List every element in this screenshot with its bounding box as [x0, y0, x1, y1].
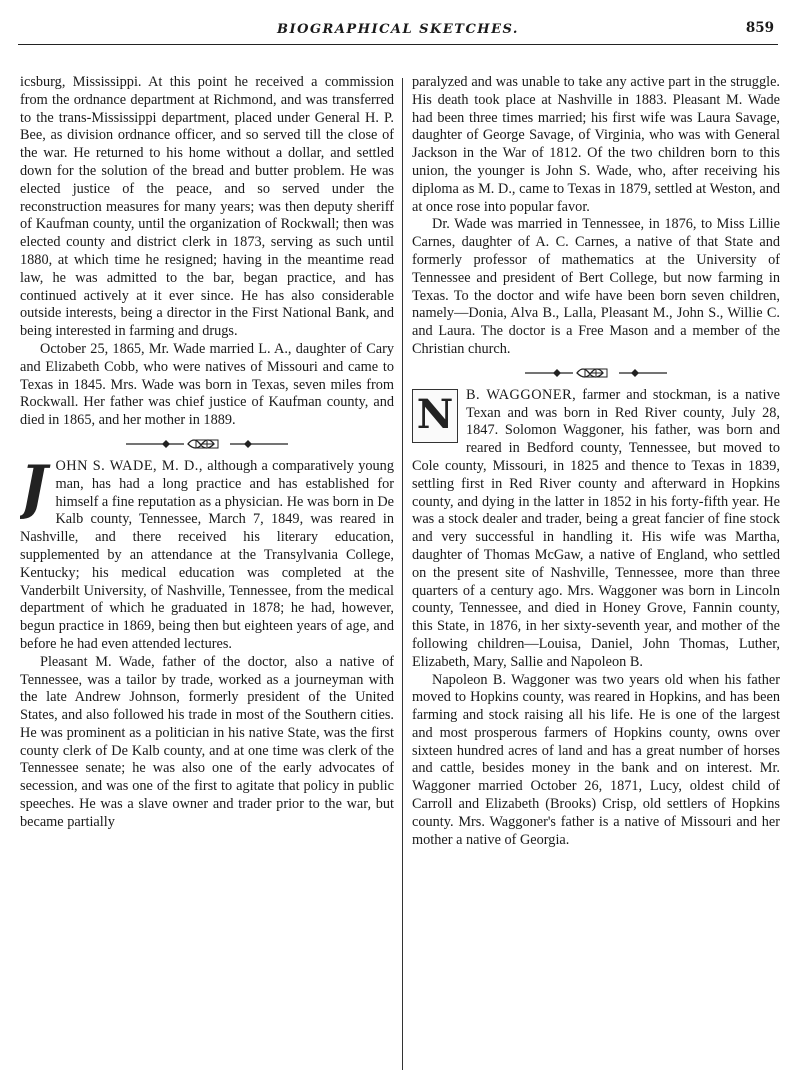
ornament-icon — [521, 366, 671, 380]
paragraph: Napoleon B. Waggoner was two years old when his father moved to Hopkins county, was reared in Hopkins, and has been farming and stock raising all his life. He is one of the largest and most prosperous farmers of Hopkins county, owns over sixteen hundred acres of land and has a great number of horses and cattle, besides money in the bank and on interest. Mr. Waggoner married October 26, 1871, Lucy, oldest child of Carroll and Elizabeth (Brooks) Crisp, old settlers of Hopkins county. Mrs. Waggoner's father is a native of Missouri and her mother a native of Georgia. — [412, 671, 780, 848]
biography-entry — [412, 387, 780, 672]
section-ornament-divider — [20, 430, 394, 458]
paragraph: Pleasant M. Wade, father of the doctor, also a native of Tennessee, was a tailor by trade, worked as a journeyman with the late Andrew Johnson, formerly president of the United States, and also followed his trade in most of the Southern cities. He was prominent as a politician in his native State, was the first county clerk of De Kalb county, and at one time was clerk of the Tennessee senate; he was also one of the early advocates of secession, and was one of the first to agitate that policy in public speeches. He was a slave owner and trader prior to the war, but became partially — [20, 653, 394, 830]
biography-name: B. WAGGONER, — [466, 386, 577, 403]
biography-entry — [20, 452, 394, 654]
page-title: BIOGRAPHICAL SKETCHES. — [277, 22, 519, 37]
drop-cap-letter: N — [416, 390, 454, 438]
page-number: 859 — [745, 20, 774, 36]
paragraph: October 25, 1865, Mr. Wade married L. A., daughter of Cary and Elizabeth Cobb, who were natives of Missouri and came to Texas in 1845. Mrs. Wade was born in Texas, seven miles from Rockwall. Her father was chief justice of Kaufman county, and died in 1865, and her mother in 1889. — [20, 340, 394, 429]
right-column — [412, 74, 780, 1074]
biography-text: although a comparatively young man, has had a long practice and has established for himself a fine reputation as a physician. He was born in De Kalb county, Tennessee, March 7, 1849, was reared in Nashville, and there received his literary education, supplemented by an attendance at the Transylvania College, Kentucky; his medical education was completed at the Vanderbilt University, of Nashville, Tennessee, from the medical department of which he graduated in 1878; he had, however, begun practice in 1869, being then but eighteen years of age, and before he had even attended lectures. — [20, 457, 394, 652]
running-header — [18, 20, 778, 45]
paragraph: icsburg, Mississippi. At this point he received a commission from the ordnance department at Richmond, and was transferred to the trans-Mississippi department, placed under General H. P. Bee, as division ordnance officer, and so served till the close of the war. He returned to his home without a dollar, and settled down for the solution of the bread and butter problem. He was elected justice of the peace, and so served under the reconstruction measures for many years; was then deputy sheriff of Kaufman county, until the organization of Rockwall; then was elected county and district clerk in 1873, serving as such until 1880, at which time he resigned; having in the meantime read law, he was admitted to the bar, began practice, and has continued actively at it ever since. He has also considerable outside interests, being a director in the First National Bank, and being interested in farming and drugs. — [20, 74, 394, 340]
left-column — [20, 74, 394, 1074]
drop-cap: J — [20, 452, 48, 521]
column-divider — [402, 78, 403, 1070]
section-ornament-divider — [412, 359, 780, 387]
paragraph: Dr. Wade was married in Tennessee, in 1876, to Miss Lillie Carnes, daughter of A. C. Carnes, a native of that State and formerly professor of mathematics at the University of Tennessee and president of Bert College, but now farming in Texas. To the doctor and wife have been born seven children, namely—Donia, Alva B., Lalla, Pleasant M., John S., Willie C. and Laura. The doctor is a Free Mason and a member of the Christian church. — [412, 216, 780, 357]
ornamental-drop-cap — [412, 389, 458, 443]
biography-text: farmer and stockman, is a native Texan and was born in Red River county, July 28, 1847. Solomon Waggoner, his father, was born and reared in Bedford county, Tennessee, but moved to Cole county, Missouri, in 1825 and thence to Texas in 1839, settling first in Red River county and afterward in Hopkins county, and dying in the latter in 1852 in his forty-fifth year. He was a stock dealer and trader, being a great fancier of fine stock and very successful in handling it. His wife was Martha, daughter of Thomas McGaw, a native of England, who settled on the present site of Nashville, Tennessee, more than three quarters of a century ago. Mrs. Waggoner was born in Lincoln county, Tennessee, and died in Honey Grove, Fannin county, this State, in 1876, in her sixty-seventh year, and mother of the following children—Louisa, Daniel, John Thomas, Luther, Elizabeth, Mary, Sallie and Napoleon B. — [412, 386, 780, 670]
paragraph: paralyzed and was unable to take any active part in the struggle. His death took place at Nashville in 1883. Pleasant M. Wade had been three times married; his first wife was Laura Savage, daughter of George Savage, of Virginia, who was with General Jackson in the War of 1812. Of the two children born to this union, the younger is John S. Wade, who, after receiving his diploma as M. D., came to Texas in 1879, settled at Weston, and at once rose into popular favor. — [412, 74, 780, 215]
biography-name: OHN S. WADE, M. D., — [55, 457, 203, 474]
ornament-icon — [122, 437, 292, 451]
